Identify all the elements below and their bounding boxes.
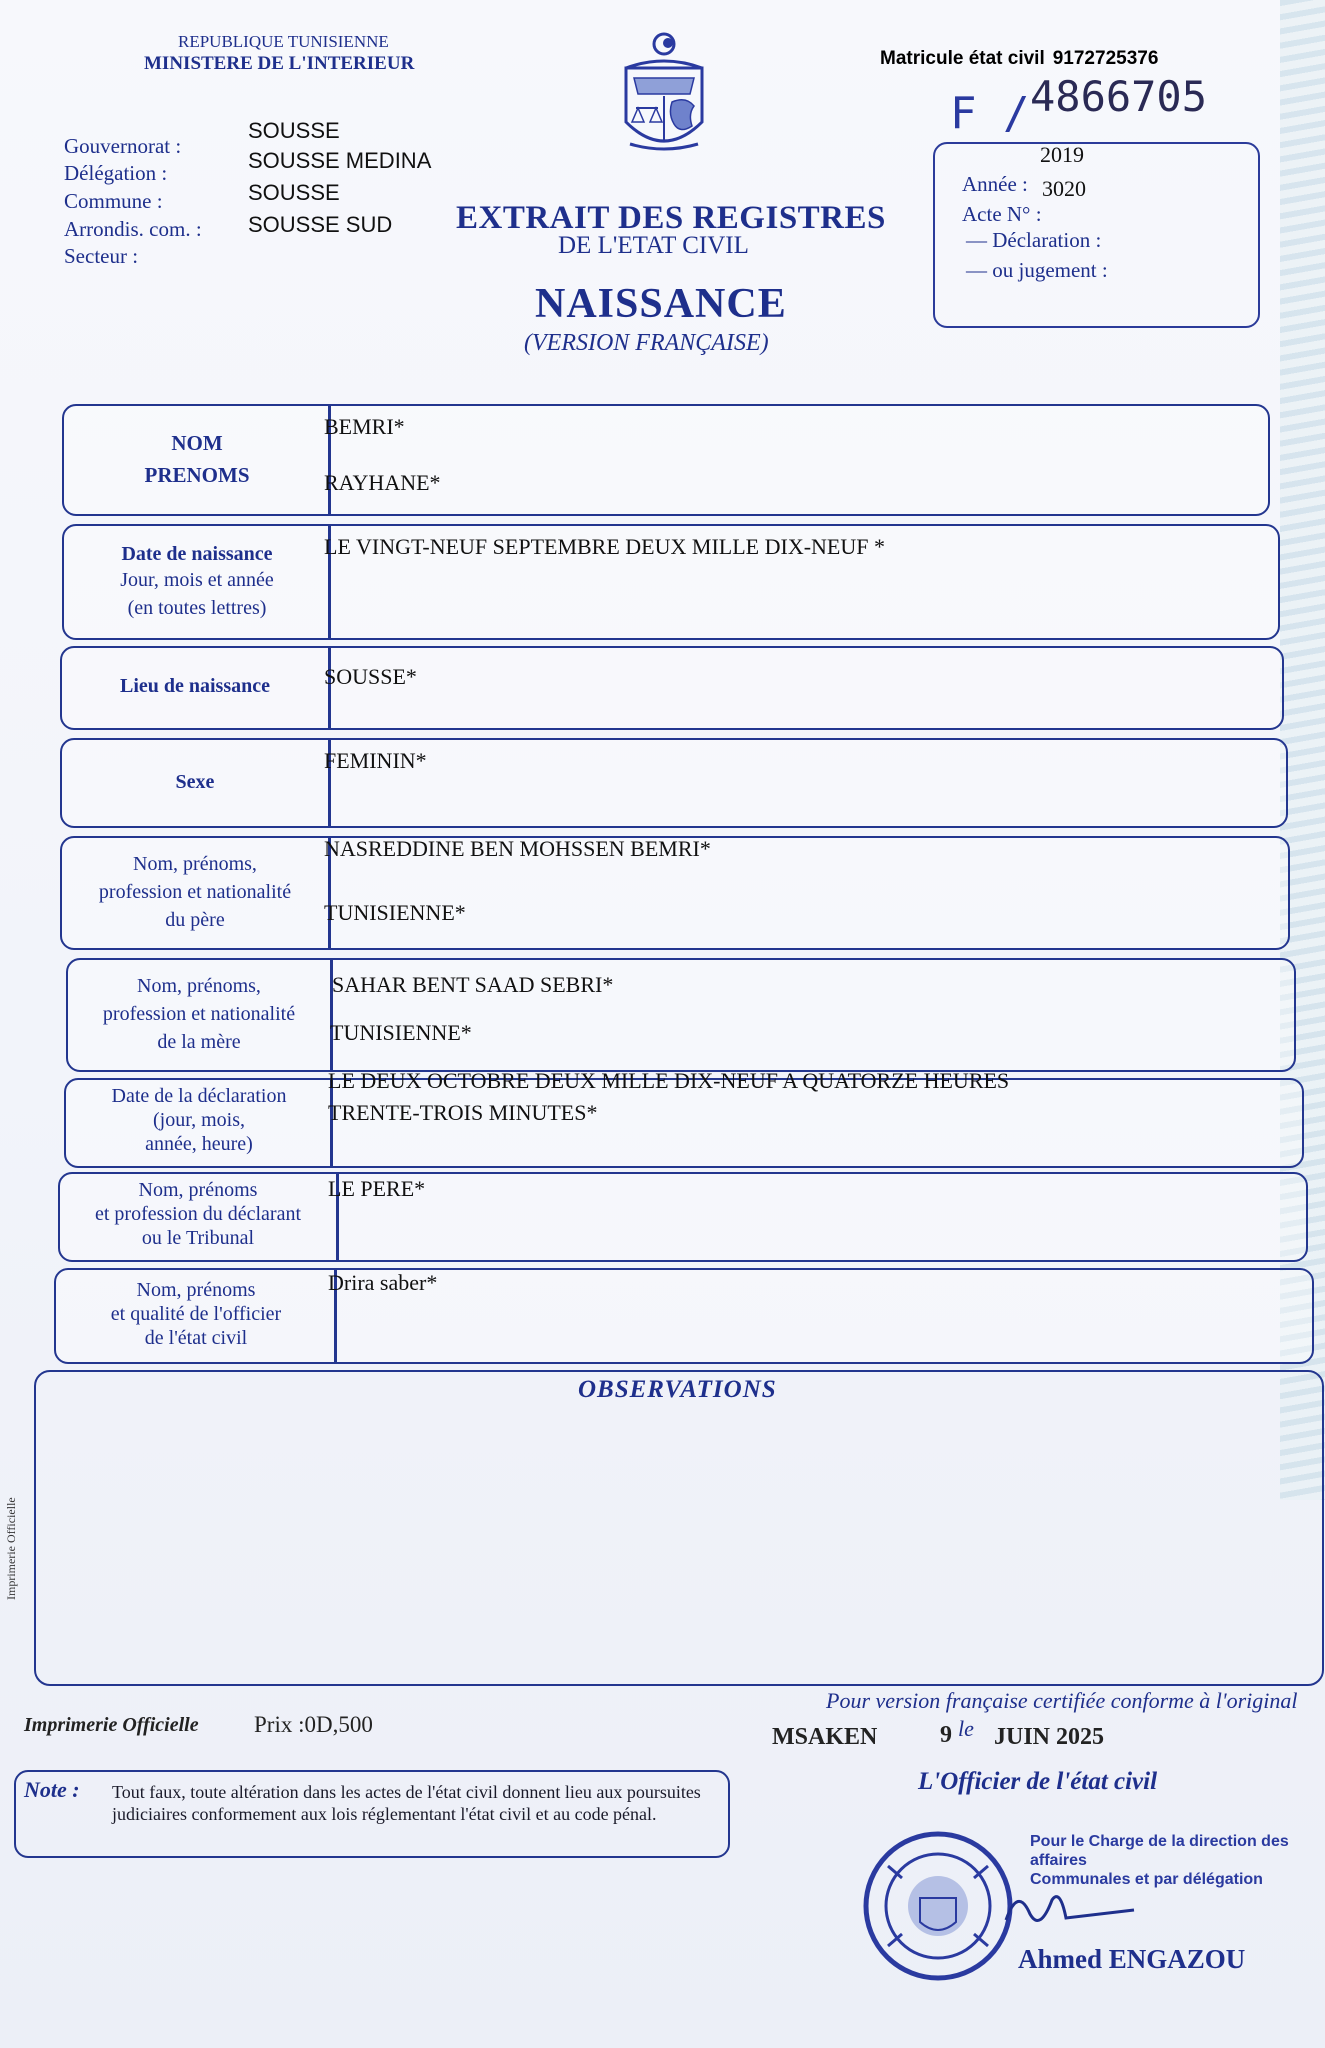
issue-month-year: JUIN 2025: [994, 1724, 1105, 1750]
officier-label-3: de l'état civil: [144, 1327, 248, 1349]
pere-nom-value: NASREDDINE BEN MOHSSEN BEMRI*: [324, 836, 711, 861]
observations-box: [34, 1370, 1324, 1686]
officier-label-1: Nom, prénoms: [136, 1279, 256, 1301]
serial-prefix: F /: [950, 88, 1030, 139]
acte-value: 3020: [1042, 176, 1086, 201]
declarant-value: LE PERE*: [328, 1176, 426, 1201]
declaration-label: — Déclaration :: [966, 228, 1102, 252]
issue-le: le: [958, 1716, 974, 1741]
officier-label-2: et qualité de l'officier: [110, 1303, 282, 1325]
nom-value: BEMRI*: [324, 414, 405, 439]
declaration-value-1: LE DEUX OCTOBRE DEUX MILLE DIX-NEUF A QUATORZE HEURES: [328, 1068, 1010, 1093]
gouvernorat-value: SOUSSE: [248, 118, 340, 143]
row-nom-prenoms: [62, 404, 1270, 516]
stamp-line-1: Pour le Charge de la direction des affaires: [1030, 1833, 1289, 1870]
nom-label: NOM: [171, 431, 223, 455]
sexe-value: FEMININ*: [324, 748, 427, 773]
annee-label: Année :: [962, 172, 1028, 196]
tunisia-coat-of-arms-icon: [612, 30, 716, 160]
title-etat-civil: DE L'ETAT CIVIL: [558, 232, 749, 259]
delegation-label: Délégation :: [64, 161, 168, 185]
commune-value: SOUSSE: [248, 180, 340, 205]
official-stamp-icon: [858, 1826, 1018, 1986]
matricule: [880, 48, 1158, 70]
date-naissance-label-3: (en toutes lettres): [127, 597, 267, 619]
acte-number-label: Acte N° :: [962, 202, 1042, 226]
declaration-label-1: Date de la déclaration: [111, 1085, 287, 1107]
declarant-label-2: et profession du déclarant: [94, 1203, 302, 1225]
date-naissance-value: LE VINGT-NEUF SEPTEMBRE DEUX MILLE DIX-NEUF *: [324, 534, 885, 559]
note-text: Tout faux, toute altération dans les actes de l'état civil donnent lieu aux poursuites judiciaires conformement aux lois réglementant l'état civil et au code pénal.: [112, 1782, 701, 1824]
pere-label-3: du père: [165, 909, 225, 931]
serial-number: 4866705: [1030, 72, 1208, 121]
pere-label-1: Nom, prénoms,: [133, 853, 257, 875]
mere-label-3: de la mère: [157, 1031, 241, 1053]
pere-label-2: profession et nationalité: [98, 881, 292, 903]
prenoms-value: RAYHANE*: [324, 470, 441, 495]
declaration-value-2: TRENTE-TROIS MINUTES*: [328, 1100, 598, 1125]
sexe-label: Sexe: [175, 771, 215, 793]
declarant-label-3: ou le Tribunal: [141, 1227, 255, 1249]
secteur-label: Secteur :: [64, 244, 139, 268]
issue-day: 9: [940, 1722, 952, 1748]
mere-label-1: Nom, prénoms,: [137, 975, 261, 997]
issue-place: MSAKEN: [772, 1724, 878, 1750]
arrondissement-value: SOUSSE SUD: [248, 212, 393, 237]
title-extrait: EXTRAIT DES REGISTRES: [456, 200, 886, 236]
observations-title: OBSERVATIONS: [578, 1376, 777, 1403]
matricule-value: 9172725376: [1052, 48, 1159, 69]
signature-name: Ahmed ENGAZOU: [1018, 1944, 1246, 1974]
delegation-value: SOUSSE MEDINA: [248, 148, 432, 173]
date-naissance-label-2: Jour, mois et année: [120, 569, 274, 591]
stamp-line-2: Communales et par délégation: [1030, 1871, 1263, 1889]
lieu-value: SOUSSE*: [324, 664, 417, 689]
note-title: Note :: [24, 1777, 80, 1802]
signature-icon: [1000, 1880, 1140, 1940]
officier-value: Drira saber*: [328, 1270, 438, 1295]
ministere-title: MINISTERE DE L'INTERIEUR: [144, 53, 415, 74]
prenoms-label: PRENOMS: [144, 463, 250, 487]
imprimerie-label: Imprimerie Officielle: [24, 1714, 199, 1736]
pere-nationalite-value: TUNISIENNE*: [324, 900, 466, 925]
side-imprimerie-print: Imprimerie Officielle: [4, 1497, 18, 1600]
declaration-label-2: (jour, mois,: [153, 1109, 245, 1131]
gouvernorat-label: Gouvernorat :: [64, 134, 182, 158]
annee-value: 2019: [1040, 142, 1084, 167]
lieu-label: Lieu de naissance: [119, 675, 271, 697]
certification-text: Pour version française certifiée conforme à l'original: [826, 1688, 1298, 1713]
matricule-label: Matricule état civil: [880, 48, 1045, 69]
declarant-label-1: Nom, prénoms: [138, 1179, 258, 1201]
mere-nom-value: SAHAR BENT SAAD SEBRI*: [332, 972, 614, 997]
declaration-label-3: année, heure): [145, 1133, 253, 1155]
officer-title: L'Officier de l'état civil: [918, 1768, 1158, 1795]
title-version: (VERSION FRANÇAISE): [524, 330, 769, 356]
jugement-label: — ou jugement :: [966, 258, 1108, 282]
arrondissement-label: Arrondis. com. :: [64, 217, 202, 241]
title-naissance: NAISSANCE: [535, 281, 787, 327]
mere-nationalite-value: TUNISIENNE*: [330, 1020, 472, 1045]
mere-label-2: profession et nationalité: [102, 1003, 296, 1025]
republique-title: REPUBLIQUE TUNISIENNE: [178, 32, 389, 51]
commune-label: Commune :: [64, 189, 163, 213]
date-naissance-label-1: Date de naissance: [121, 543, 273, 565]
prix-label: Prix :0D,500: [254, 1712, 373, 1737]
